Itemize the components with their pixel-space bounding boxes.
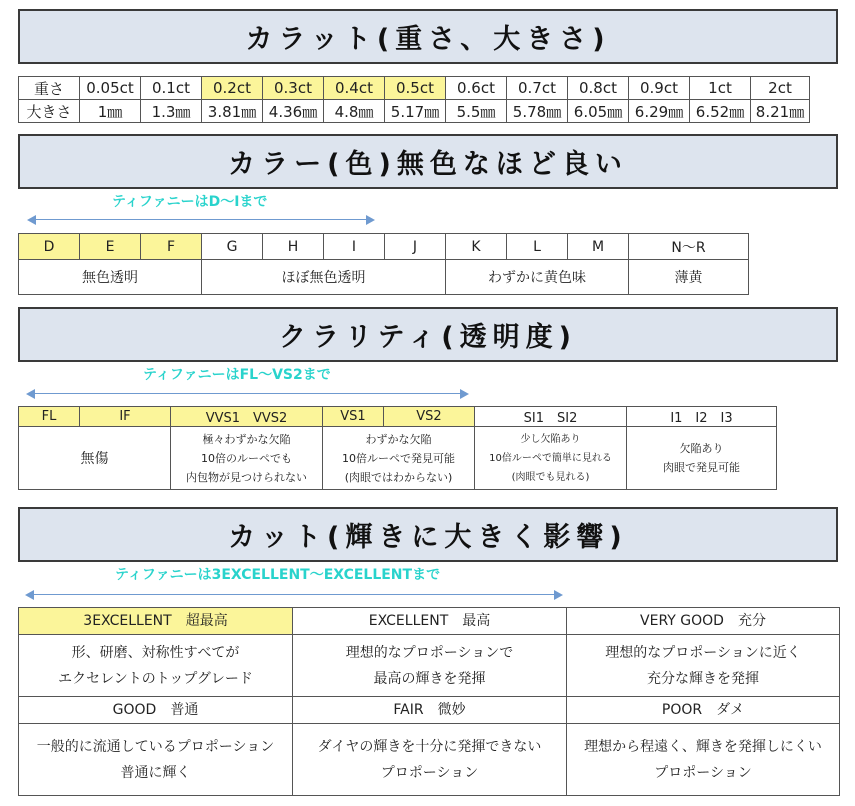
clarity-grade: IF — [80, 407, 171, 427]
cut-grade: GOOD 普通 — [19, 697, 293, 724]
clarity-grade: I1 I2 I3 — [627, 407, 777, 427]
weight-cell: 0.4ct — [324, 77, 385, 100]
color-grade: L — [507, 234, 568, 260]
size-cell: 5.17㎜ — [385, 100, 446, 123]
weight-cell: 0.2ct — [202, 77, 263, 100]
desc-line: 理想的なプロポーションに近く — [605, 644, 801, 661]
color-group: わずかに黄色味 — [446, 260, 629, 295]
carat-weight-row — [19, 77, 810, 100]
weight-cell: 0.3ct — [263, 77, 324, 100]
desc-line: ダイヤの輝きを十分に発揮できない — [317, 738, 542, 755]
clarity-grade: SI1 SI2 — [475, 407, 627, 427]
color-group: ほぼ無色透明 — [202, 260, 446, 295]
clarity-note: ティファニーはFL～VS2まで — [143, 367, 331, 383]
clarity-grade: FL — [19, 407, 80, 427]
weight-cell: 0.7ct — [507, 77, 568, 100]
carat-title: カラット(重さ、大きさ) — [18, 9, 838, 64]
desc-line: 最高の輝きを発揮 — [373, 670, 486, 687]
clarity-title: クラリティ(透明度) — [18, 307, 838, 362]
color-grade: H — [263, 234, 324, 260]
size-cell: 5.5㎜ — [446, 100, 507, 123]
color-grade: I — [324, 234, 385, 260]
desc-line: エクセレントのトップグレード — [58, 670, 253, 687]
cut-grade: VERY GOOD 充分 — [567, 608, 840, 635]
clarity-grade: VS1 — [323, 407, 384, 427]
cut-note: ティファニーは3EXCELLENT～EXCELLENTまで — [115, 567, 441, 583]
cut-grade: EXCELLENT 最高 — [293, 608, 567, 635]
color-grade-row — [19, 234, 749, 260]
weight-cell: 2ct — [751, 77, 810, 100]
clarity-desc: 無傷 — [19, 427, 171, 490]
cut-grade: 3EXCELLENT 超最高 — [19, 608, 293, 635]
cut-desc-row — [19, 724, 840, 796]
clarity-grade-row — [19, 407, 777, 427]
weight-label: 重さ — [19, 77, 80, 100]
color-grade: F — [141, 234, 202, 260]
desc-line: 肉眼で発見可能 — [663, 461, 740, 474]
weight-cell: 0.5ct — [385, 77, 446, 100]
desc-line: (肉眼ではわからない) — [344, 470, 453, 484]
desc-line: 理想的なプロポーションで — [345, 644, 514, 661]
color-grade: G — [202, 234, 263, 260]
cut-table — [18, 607, 840, 796]
cut-range-arrow — [25, 590, 563, 600]
clarity-grade: VVS1 VVS2 — [171, 407, 323, 427]
desc-line: 欠陥あり — [679, 442, 724, 455]
size-cell: 3.81㎜ — [202, 100, 263, 123]
desc-line: 普通に輝く — [120, 764, 191, 781]
color-group-row — [19, 260, 749, 295]
color-title: カラー(色)無色なほど良い — [18, 134, 838, 189]
desc-line: 少し欠陥あり — [520, 433, 581, 445]
desc-line: 10倍ルーペで発見可能 — [342, 451, 455, 465]
size-cell: 5.78㎜ — [507, 100, 568, 123]
cut-desc — [567, 635, 840, 697]
cut-desc — [19, 635, 293, 697]
cut-desc — [19, 724, 293, 796]
desc-line: プロポーション — [654, 764, 752, 781]
cut-desc-row — [19, 635, 840, 697]
color-grade: N～R — [629, 234, 749, 260]
clarity-desc — [475, 427, 627, 490]
carat-table — [18, 76, 810, 123]
size-label: 大きさ — [19, 100, 80, 123]
size-cell: 6.52㎜ — [690, 100, 751, 123]
size-cell: 1㎜ — [80, 100, 141, 123]
size-cell: 4.36㎜ — [263, 100, 324, 123]
carat-size-row — [19, 100, 810, 123]
cut-grade-row — [19, 608, 840, 635]
cut-title: カット(輝きに大きく影響) — [18, 507, 838, 562]
cut-desc — [293, 724, 567, 796]
cut-grade: FAIR 微妙 — [293, 697, 567, 724]
size-cell: 8.21㎜ — [751, 100, 810, 123]
color-grade: D — [19, 234, 80, 260]
clarity-desc — [627, 427, 777, 490]
clarity-desc — [171, 427, 323, 490]
cut-desc — [293, 635, 567, 697]
clarity-range-arrow — [26, 389, 469, 399]
color-group: 無色透明 — [19, 260, 202, 295]
clarity-desc — [323, 427, 475, 490]
desc-line: 10倍のルーペでも — [201, 451, 292, 465]
size-cell: 6.29㎜ — [629, 100, 690, 123]
clarity-grade: VS2 — [384, 407, 475, 427]
size-cell: 4.8㎜ — [324, 100, 385, 123]
color-group: 薄黄 — [629, 260, 749, 295]
cut-desc — [567, 724, 840, 796]
clarity-table — [18, 406, 777, 490]
desc-line: 内包物が見つけられない — [186, 470, 307, 484]
desc-line: 理想から程遠く、輝きを発揮しにくい — [584, 738, 822, 755]
color-grade: E — [80, 234, 141, 260]
color-table — [18, 233, 749, 295]
desc-line: (肉眼でも見れる) — [511, 471, 590, 483]
weight-cell: 0.1ct — [141, 77, 202, 100]
desc-line: 充分な輝きを発揮 — [647, 670, 759, 687]
size-cell: 6.05㎜ — [568, 100, 629, 123]
weight-cell: 1ct — [690, 77, 751, 100]
cut-grade-row — [19, 697, 840, 724]
color-range-arrow — [27, 215, 375, 225]
weight-cell: 0.05ct — [80, 77, 141, 100]
weight-cell: 0.8ct — [568, 77, 629, 100]
desc-line: 極々わずかな欠陥 — [202, 432, 291, 446]
desc-line: 形、研磨、対称性すべてが — [71, 644, 240, 661]
size-cell: 1.3㎜ — [141, 100, 202, 123]
cut-grade: POOR ダメ — [567, 697, 840, 724]
clarity-desc-row — [19, 427, 777, 490]
weight-cell: 0.9ct — [629, 77, 690, 100]
weight-cell: 0.6ct — [446, 77, 507, 100]
desc-line: 一般的に流通しているプロポーション — [36, 738, 275, 755]
desc-line: わずかな欠陥 — [365, 432, 432, 446]
color-grade: J — [385, 234, 446, 260]
color-grade: K — [446, 234, 507, 260]
desc-line: プロポーション — [380, 764, 479, 781]
color-note: ティファニーはD～Iまで — [112, 194, 268, 210]
color-grade: M — [568, 234, 629, 260]
desc-line: 10倍ルーペで簡単に見れる — [489, 452, 612, 464]
